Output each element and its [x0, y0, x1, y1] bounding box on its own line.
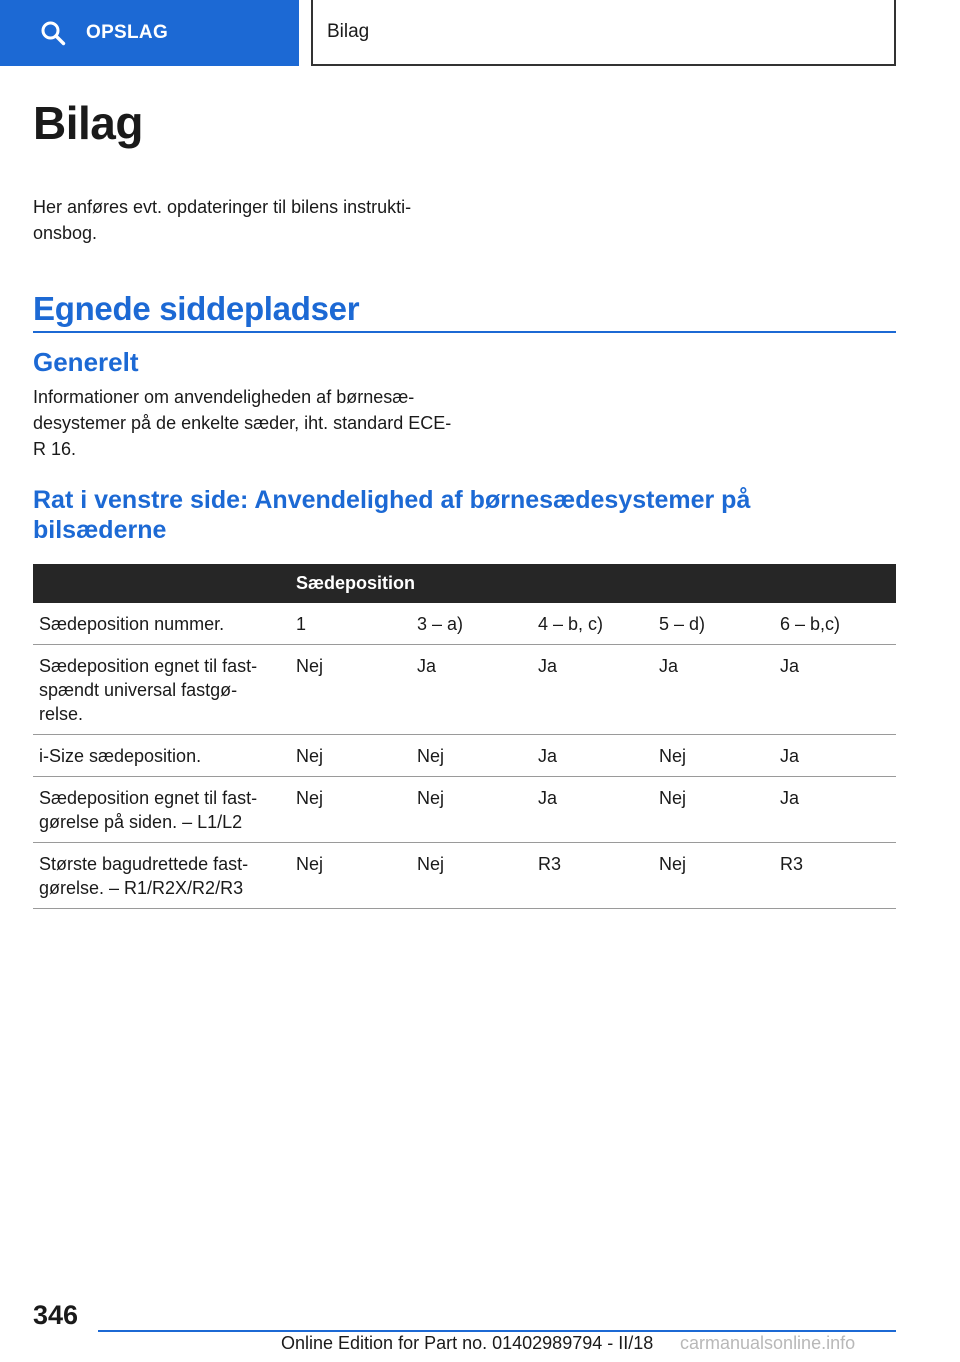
table-cell: R3 — [774, 843, 896, 909]
table-header: Sædeposition — [33, 564, 896, 603]
intro-text: Her anføres evt. opdateringer til bilens instrukti-onsbog. — [33, 197, 412, 243]
table-row — [33, 735, 896, 777]
table-row — [33, 777, 896, 843]
page-title: Bilag — [33, 97, 143, 149]
table-cell: Ja — [774, 777, 896, 843]
section-tab[interactable]: Bilag — [311, 0, 896, 66]
table-cell: Ja — [411, 645, 532, 735]
table-cell: 6 – b,c) — [774, 603, 896, 645]
search-button[interactable] — [0, 0, 299, 66]
table-cell: Nej — [290, 843, 411, 909]
table-cell: Nej — [290, 645, 411, 735]
table-cell: 4 – b, c) — [532, 603, 653, 645]
row-label: i-Size sædeposition. — [33, 735, 290, 777]
row-label: Sædeposition egnet til fast-spændt universal fastgø-relse. — [33, 645, 290, 735]
table-cell: 1 — [290, 603, 411, 645]
table-cell: Nej — [411, 843, 532, 909]
table-cell: Ja — [532, 777, 653, 843]
table-row — [33, 843, 896, 909]
search-icon — [40, 20, 66, 46]
table-cell: 5 – d) — [653, 603, 774, 645]
table-cell: Ja — [532, 735, 653, 777]
table-cell: Ja — [774, 645, 896, 735]
table-row — [33, 603, 896, 645]
table-heading: Rat i venstre side: Anvendelighed af børnesædesystemer på bilsæderne — [33, 486, 751, 544]
table-cell: Nej — [653, 777, 774, 843]
footer-divider — [98, 1330, 896, 1332]
seat-position-table — [33, 564, 896, 909]
table-cell: Nej — [290, 777, 411, 843]
page-number: 346 — [33, 1300, 79, 1330]
table-cell: R3 — [532, 843, 653, 909]
section-heading: Egnede siddepladser — [33, 290, 360, 327]
table-row — [33, 645, 896, 735]
table-cell: Ja — [774, 735, 896, 777]
subsection-heading: Generelt — [33, 347, 139, 377]
row-label: Sædeposition egnet til fast-gørelse på siden. – L1/L2 — [33, 777, 290, 843]
watermark: carmanualsonline.info — [680, 1333, 856, 1353]
table-cell: Nej — [653, 843, 774, 909]
table-cell: Ja — [653, 645, 774, 735]
table-cell: Nej — [653, 735, 774, 777]
table-cell: Nej — [411, 777, 532, 843]
table-cell: Nej — [411, 735, 532, 777]
table-cell: Nej — [290, 735, 411, 777]
table-cell: Ja — [532, 645, 653, 735]
table-cell: 3 – a) — [411, 603, 532, 645]
row-label: Største bagudrettede fast-gørelse. – R1/R2X/R2/R3 — [33, 843, 290, 909]
top-navigation-bar — [0, 0, 960, 66]
section-divider — [33, 331, 896, 333]
footer-edition-text: Online Edition for Part no. 01402989794 - II/18 — [281, 1333, 654, 1353]
subsection-text: Informationer om anvendeligheden af børnesæ-desystemer på de enkelte sæder, iht. standard ECE-R 16. — [33, 387, 452, 459]
search-button-label: OPSLAG — [86, 22, 169, 43]
row-label: Sædeposition nummer. — [33, 603, 290, 645]
